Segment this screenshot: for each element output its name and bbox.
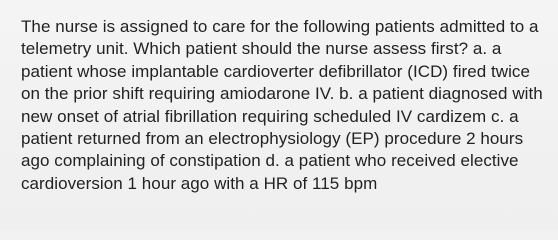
question-text: The nurse is assigned to care for the following patients admitted to a telemetry unit. Which patient should the nurse assess first? a. a patient whose implantable cardioverter defibrillator (ICD) fired twice on the prior shift requiring amiodarone IV. b. a patient diagnosed with new onset of atrial fibrillation requiring scheduled IV cardizem c. a patient returned from an electrophysiology (EP) procedure 2 hours ago complaining of constipation d. a patient who received elective cardioversion 1 hour ago with a HR of 115 bpm bbox=[21, 17, 543, 193]
